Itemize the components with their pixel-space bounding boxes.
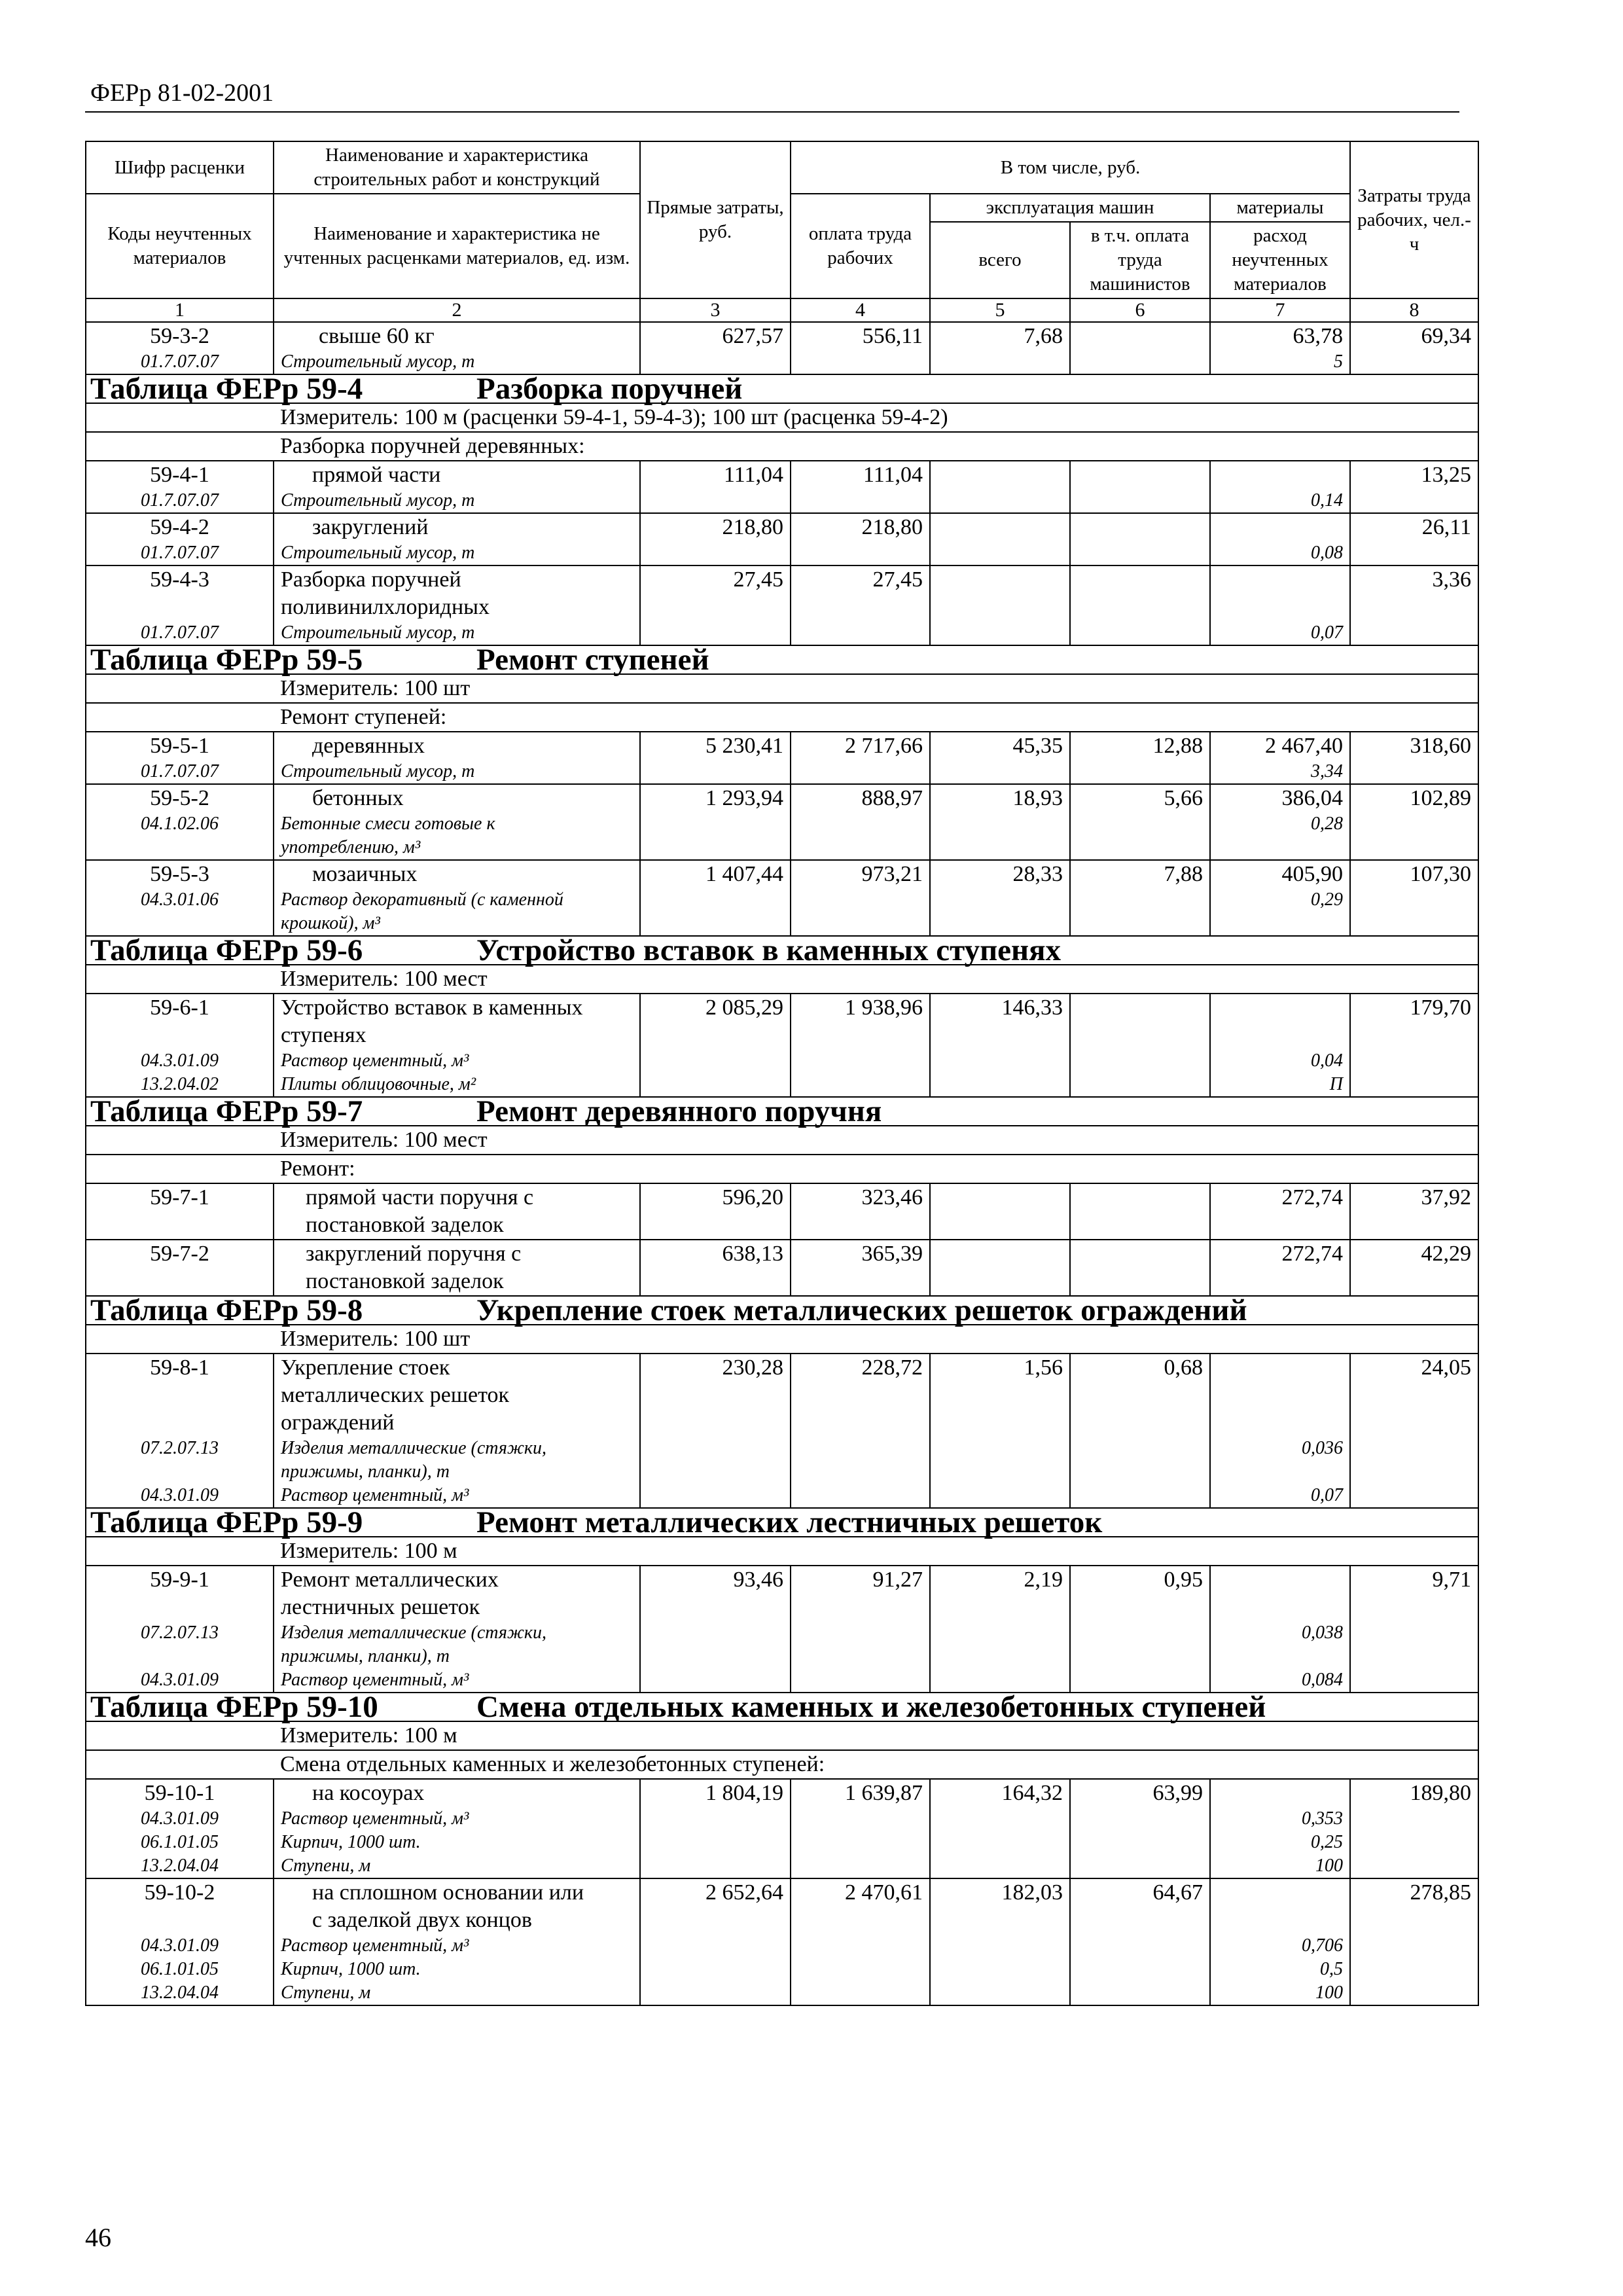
rate-code: 59-9-1: [150, 1568, 209, 1592]
work-name-cont: постановкой заделок: [306, 1269, 504, 1293]
material-name: Строительный мусор, т: [281, 543, 475, 563]
material-name-cont: прижимы, планки), т: [281, 1646, 450, 1666]
direct-cost: 1 293,94: [640, 784, 791, 860]
labor: 102,89: [1350, 784, 1478, 860]
material-name: Изделия металлические (стяжки,: [281, 1623, 546, 1643]
work-name: прямой части поручня с: [306, 1185, 534, 1210]
col-direct-header: Прямые затраты, руб.: [640, 141, 791, 298]
rate-row: [86, 565, 1478, 645]
material-name: Раствор цементный, м³: [281, 1485, 469, 1505]
material-qty: 0,084: [1302, 1670, 1343, 1690]
table-title: Таблица ФЕРр 59-5: [90, 643, 363, 677]
material-name: Кирпич, 1000 шт.: [281, 1832, 421, 1852]
group-label: Ремонт ступеней:: [274, 703, 1478, 732]
material-name-cont: употреблению, м³: [281, 837, 421, 857]
col-num: 7: [1210, 298, 1350, 322]
rate-row: [86, 461, 1478, 513]
machines-total: 28,33: [930, 860, 1070, 936]
material-code: 04.3.01.09: [141, 1808, 219, 1829]
material-qty: 0,353: [1302, 1808, 1343, 1829]
material-qty: П: [1329, 1074, 1343, 1094]
col-matname-header: Наименование и характеристика не учтенных расценками материалов, ед. изм.: [274, 194, 640, 298]
col-num: 5: [930, 298, 1070, 322]
direct-cost: 5 230,41: [640, 732, 791, 784]
col-num: 4: [791, 298, 930, 322]
labor: 107,30: [1350, 860, 1478, 936]
wages: 111,04: [791, 461, 930, 513]
rate-row: [86, 1779, 1478, 1878]
machines-total: 7,68: [930, 322, 1070, 374]
rate-code: 59-6-1: [150, 996, 209, 1020]
machinist-wages: 5,66: [1070, 784, 1210, 860]
meter: Измеритель: 100 мест: [274, 1126, 1478, 1155]
material-code: 01.7.07.07: [141, 622, 219, 643]
wages: 556,11: [791, 322, 930, 374]
direct-cost: 638,13: [640, 1240, 791, 1296]
material-qty: 0,07: [1311, 622, 1343, 643]
col-wages-header: оплата труда рабочих: [791, 194, 930, 298]
machines-total: 18,93: [930, 784, 1070, 860]
material-code: 07.2.07.13: [141, 1623, 219, 1643]
table-title-row: [86, 1693, 1478, 1721]
material-name: Ступени, м: [281, 1982, 371, 2003]
page-number: 46: [85, 2223, 111, 2252]
wages: 2 717,66: [791, 732, 930, 784]
direct-cost: 2 085,29: [640, 994, 791, 1097]
machines-total: 146,33: [930, 994, 1070, 1097]
col-mach-wages-header: в т.ч. оплата труда машинистов: [1070, 222, 1210, 298]
wages: 1 938,96: [791, 994, 930, 1097]
table-name: Укрепление стоек металлических решеток ограждений: [476, 1293, 1247, 1327]
labor: 26,11: [1350, 513, 1478, 565]
table-name: Ремонт ступеней: [476, 643, 709, 677]
direct-cost: 230,28: [640, 1354, 791, 1508]
material-name: Плиты облицовочные, м²: [281, 1074, 476, 1094]
table-name: Смена отдельных каменных и железобетонных ступеней: [476, 1690, 1266, 1724]
material-code: 01.7.07.07: [141, 543, 219, 563]
material-qty: 5: [1334, 351, 1343, 372]
header-divider: [85, 111, 1459, 113]
machines-total: 1,56: [930, 1354, 1070, 1508]
work-name-cont: ступенях: [281, 1023, 366, 1047]
material-name: Раствор цементный, м³: [281, 1050, 469, 1071]
col-code-header: Шифр расценки: [86, 141, 274, 194]
materials-cost: 386,04: [1281, 786, 1343, 810]
material-code: 13.2.04.02: [141, 1074, 219, 1094]
rate-row: [86, 513, 1478, 565]
material-name-cont: крошкой), м³: [281, 913, 380, 933]
labor: 42,29: [1350, 1240, 1478, 1296]
header-row-1: [86, 141, 1478, 194]
rate-row: [86, 1183, 1478, 1240]
material-code: 04.3.01.09: [141, 1935, 219, 1956]
material-qty: 0,038: [1302, 1623, 1343, 1643]
work-name: мозаичных: [312, 862, 418, 886]
wages: 2 470,61: [791, 1878, 930, 2005]
table-title: Таблица ФЕРр 59-7: [90, 1094, 363, 1128]
rate-code: 59-3-2: [150, 324, 209, 348]
meter: Измеритель: 100 м (расценки 59-4-1, 59-4-3); 100 шт (расценка 59-4-2): [274, 403, 1478, 432]
material-name: Раствор декоративный (с каменной: [281, 889, 563, 910]
page-header: ФЕРр 81-02-2001: [90, 79, 274, 107]
wages: 218,80: [791, 513, 930, 565]
table-title-row: [86, 1296, 1478, 1325]
work-name: прямой части: [312, 463, 441, 487]
rate-row: [86, 1354, 1478, 1508]
material-qty: 0,28: [1311, 814, 1343, 834]
material-qty: 0,706: [1302, 1935, 1343, 1956]
labor: 9,71: [1350, 1566, 1478, 1693]
material-code: 04.3.01.09: [141, 1485, 219, 1505]
labor: 37,92: [1350, 1183, 1478, 1240]
material-code: 06.1.01.05: [141, 1959, 219, 1979]
col-work-header: Наименование и характеристика строительных работ и конструкций: [274, 141, 640, 194]
col-num: 1: [86, 298, 274, 322]
direct-cost: 596,20: [640, 1183, 791, 1240]
group-label: Разборка поручней деревянных:: [274, 432, 1478, 461]
materials-cost: 63,78: [1293, 324, 1343, 348]
material-name: Кирпич, 1000 шт.: [281, 1959, 421, 1979]
machines-total: 45,35: [930, 732, 1070, 784]
rate-code: 59-5-1: [150, 734, 209, 758]
direct-cost: 1 407,44: [640, 860, 791, 936]
material-qty: 100: [1315, 1856, 1343, 1876]
rate-row: [86, 994, 1478, 1097]
column-numbers-row: [86, 298, 1478, 322]
wages: 1 639,87: [791, 1779, 930, 1878]
rate-code: 59-5-2: [150, 786, 209, 810]
col-machines-header: эксплуатация машин: [930, 194, 1210, 222]
table-title: Таблица ФЕРр 59-9: [90, 1505, 363, 1539]
labor: 13,25: [1350, 461, 1478, 513]
table-title-row: [86, 1097, 1478, 1126]
rate-code: 59-10-2: [144, 1880, 215, 1905]
rate-code: 59-4-1: [150, 463, 209, 487]
group-label: Смена отдельных каменных и железобетонных ступеней:: [274, 1750, 1478, 1779]
materials-cost: 2 467,40: [1265, 734, 1343, 758]
meter: Измеритель: 100 м: [274, 1537, 1478, 1566]
labor: 24,05: [1350, 1354, 1478, 1508]
material-name: Бетонные смеси готовые к: [281, 814, 495, 834]
materials-cost: 272,74: [1210, 1183, 1350, 1240]
rate-code: 59-7-2: [86, 1240, 274, 1296]
work-name: бетонных: [312, 786, 404, 810]
group-label: Ремонт:: [274, 1155, 1478, 1183]
material-name: Раствор цементный, м³: [281, 1808, 469, 1829]
rate-row: [86, 1240, 1478, 1296]
wages: 973,21: [791, 860, 930, 936]
machinist-wages: 64,67: [1070, 1878, 1210, 2005]
machines-total: 2,19: [930, 1566, 1070, 1693]
rate-row: [86, 1878, 1478, 2005]
material-code: 13.2.04.04: [141, 1856, 219, 1876]
meter: Измеритель: 100 м: [274, 1721, 1478, 1750]
material-name: Раствор цементный, м³: [281, 1935, 469, 1956]
rate-row: [86, 860, 1478, 936]
material-name: Строительный мусор, т: [281, 490, 475, 511]
material-code: 07.2.07.13: [141, 1438, 219, 1458]
table-title-row: [86, 645, 1478, 674]
col-materials-header: материалы: [1210, 194, 1350, 222]
material-code: 04.3.01.06: [141, 889, 219, 910]
material-code: 01.7.07.07: [141, 490, 219, 511]
labor: 189,80: [1350, 1779, 1478, 1878]
direct-cost: 2 652,64: [640, 1878, 791, 2005]
table-name: Устройство вставок в каменных ступенях: [476, 933, 1061, 967]
labor: 318,60: [1350, 732, 1478, 784]
material-name-cont: прижимы, планки), т: [281, 1462, 450, 1482]
materials-cost: 405,90: [1281, 862, 1343, 886]
work-name: закруглений: [312, 515, 429, 539]
machines-total: 182,03: [930, 1878, 1070, 2005]
work-name: на косоурах: [312, 1781, 425, 1805]
material-name: Изделия металлические (стяжки,: [281, 1438, 546, 1458]
work-name-cont: металлических решеток: [281, 1383, 510, 1407]
col-num: 3: [640, 298, 791, 322]
rate-code: 59-8-1: [150, 1355, 209, 1380]
material-qty: 0,29: [1311, 889, 1343, 910]
meter: Измеритель: 100 мест: [274, 965, 1478, 994]
machinist-wages: 63,99: [1070, 1779, 1210, 1878]
table-title: Таблица ФЕРр 59-10: [90, 1690, 378, 1724]
material-qty: 0,04: [1311, 1050, 1343, 1071]
material-name: Строительный мусор, т: [281, 351, 475, 372]
meter: Измеритель: 100 шт: [274, 1325, 1478, 1354]
work-name: на сплошном основании или: [312, 1880, 584, 1905]
rate-row: [86, 732, 1478, 784]
work-name-cont: поливинилхлоридных: [281, 595, 490, 619]
direct-cost: 1 804,19: [640, 1779, 791, 1878]
work-name-cont: постановкой заделок: [306, 1213, 504, 1237]
col-incl-header: В том числе, руб.: [791, 141, 1350, 194]
rate-row: [86, 784, 1478, 860]
wages: 365,39: [791, 1240, 930, 1296]
rate-code: 59-4-2: [150, 515, 209, 539]
col-num: 2: [274, 298, 640, 322]
table-title: Таблица ФЕРр 59-6: [90, 933, 363, 967]
table-title: Таблица ФЕРр 59-8: [90, 1293, 363, 1327]
col-mat-consumption-header: расход неучтенных материалов: [1210, 222, 1350, 298]
labor: 3,36: [1350, 565, 1478, 645]
material-code: 04.1.02.06: [141, 814, 219, 834]
col-matcodes-header: Коды неучтенных материалов: [86, 194, 274, 298]
material-code: 04.3.01.09: [141, 1670, 219, 1690]
table-title-row: [86, 1508, 1478, 1537]
table-title-row: [86, 374, 1478, 403]
work-name-cont: лестничных решеток: [281, 1595, 480, 1619]
wages: 27,45: [791, 565, 930, 645]
rate-code: 59-5-3: [150, 862, 209, 886]
machinist-wages: 7,88: [1070, 860, 1210, 936]
work-name: закруглений поручня с: [306, 1242, 522, 1266]
material-qty: 0,25: [1311, 1832, 1343, 1852]
direct-cost: 93,46: [640, 1566, 791, 1693]
work-name-cont: ограждений: [281, 1410, 395, 1435]
labor: 278,85: [1350, 1878, 1478, 2005]
direct-cost: 218,80: [640, 513, 791, 565]
rates-table: [85, 141, 1479, 2006]
machinist-wages: 0,95: [1070, 1566, 1210, 1693]
direct-cost: 27,45: [640, 565, 791, 645]
rate-code: 59-10-1: [144, 1781, 215, 1805]
material-code: 06.1.01.05: [141, 1832, 219, 1852]
material-qty: 100: [1315, 1982, 1343, 2003]
material-code: 01.7.07.07: [141, 351, 219, 372]
work-name: Укрепление стоек: [281, 1355, 450, 1380]
wages: 888,97: [791, 784, 930, 860]
material-name: Строительный мусор, т: [281, 622, 475, 643]
labor: 69,34: [1350, 322, 1478, 374]
material-qty: 0,036: [1302, 1438, 1343, 1458]
material-name: Строительный мусор, т: [281, 761, 475, 781]
material-name: Раствор цементный, м³: [281, 1670, 469, 1690]
rate-row: [86, 322, 1478, 374]
col-num: 6: [1070, 298, 1210, 322]
wages: 228,72: [791, 1354, 930, 1508]
work-name: деревянных: [312, 734, 425, 758]
meter: Измеритель: 100 шт: [274, 674, 1478, 703]
machinist-wages: 0,68: [1070, 1354, 1210, 1508]
material-qty: 0,08: [1311, 543, 1343, 563]
material-code: 01.7.07.07: [141, 761, 219, 781]
material-qty: 3,34: [1311, 761, 1343, 781]
wages: 91,27: [791, 1566, 930, 1693]
work-name: Устройство вставок в каменных: [281, 996, 583, 1020]
rate-row: [86, 1566, 1478, 1693]
material-qty: 0,07: [1311, 1485, 1343, 1505]
machines-total: 164,32: [930, 1779, 1070, 1878]
material-qty: 0,14: [1311, 490, 1343, 511]
materials-cost: 272,74: [1210, 1240, 1350, 1296]
rate-code: 59-4-3: [150, 567, 209, 592]
work-name-cont: с заделкой двух концов: [312, 1908, 532, 1932]
work-name: Ремонт металлических: [281, 1568, 499, 1592]
material-name: Ступени, м: [281, 1856, 371, 1876]
col-mach-total-header: всего: [930, 222, 1070, 298]
rate-code: 59-7-1: [86, 1183, 274, 1240]
material-code: 04.3.01.09: [141, 1050, 219, 1071]
table-name: Разборка поручней: [476, 372, 743, 406]
material-code: 13.2.04.04: [141, 1982, 219, 2003]
material-qty: 0,5: [1320, 1959, 1343, 1979]
col-labor-header: Затраты труда рабочих, чел.-ч: [1350, 141, 1478, 298]
col-num: 8: [1350, 298, 1478, 322]
direct-cost: 111,04: [640, 461, 791, 513]
work-name: свыше 60 кг: [319, 324, 435, 348]
table-name: Ремонт деревянного поручня: [476, 1094, 882, 1128]
table-title-row: [86, 936, 1478, 965]
work-name: Разборка поручней: [281, 567, 461, 592]
table-name: Ремонт металлических лестничных решеток: [476, 1505, 1103, 1539]
wages: 323,46: [791, 1183, 930, 1240]
labor: 179,70: [1350, 994, 1478, 1097]
machinist-wages: 12,88: [1070, 732, 1210, 784]
table-title: Таблица ФЕРр 59-4: [90, 372, 363, 406]
direct-cost: 627,57: [640, 322, 791, 374]
